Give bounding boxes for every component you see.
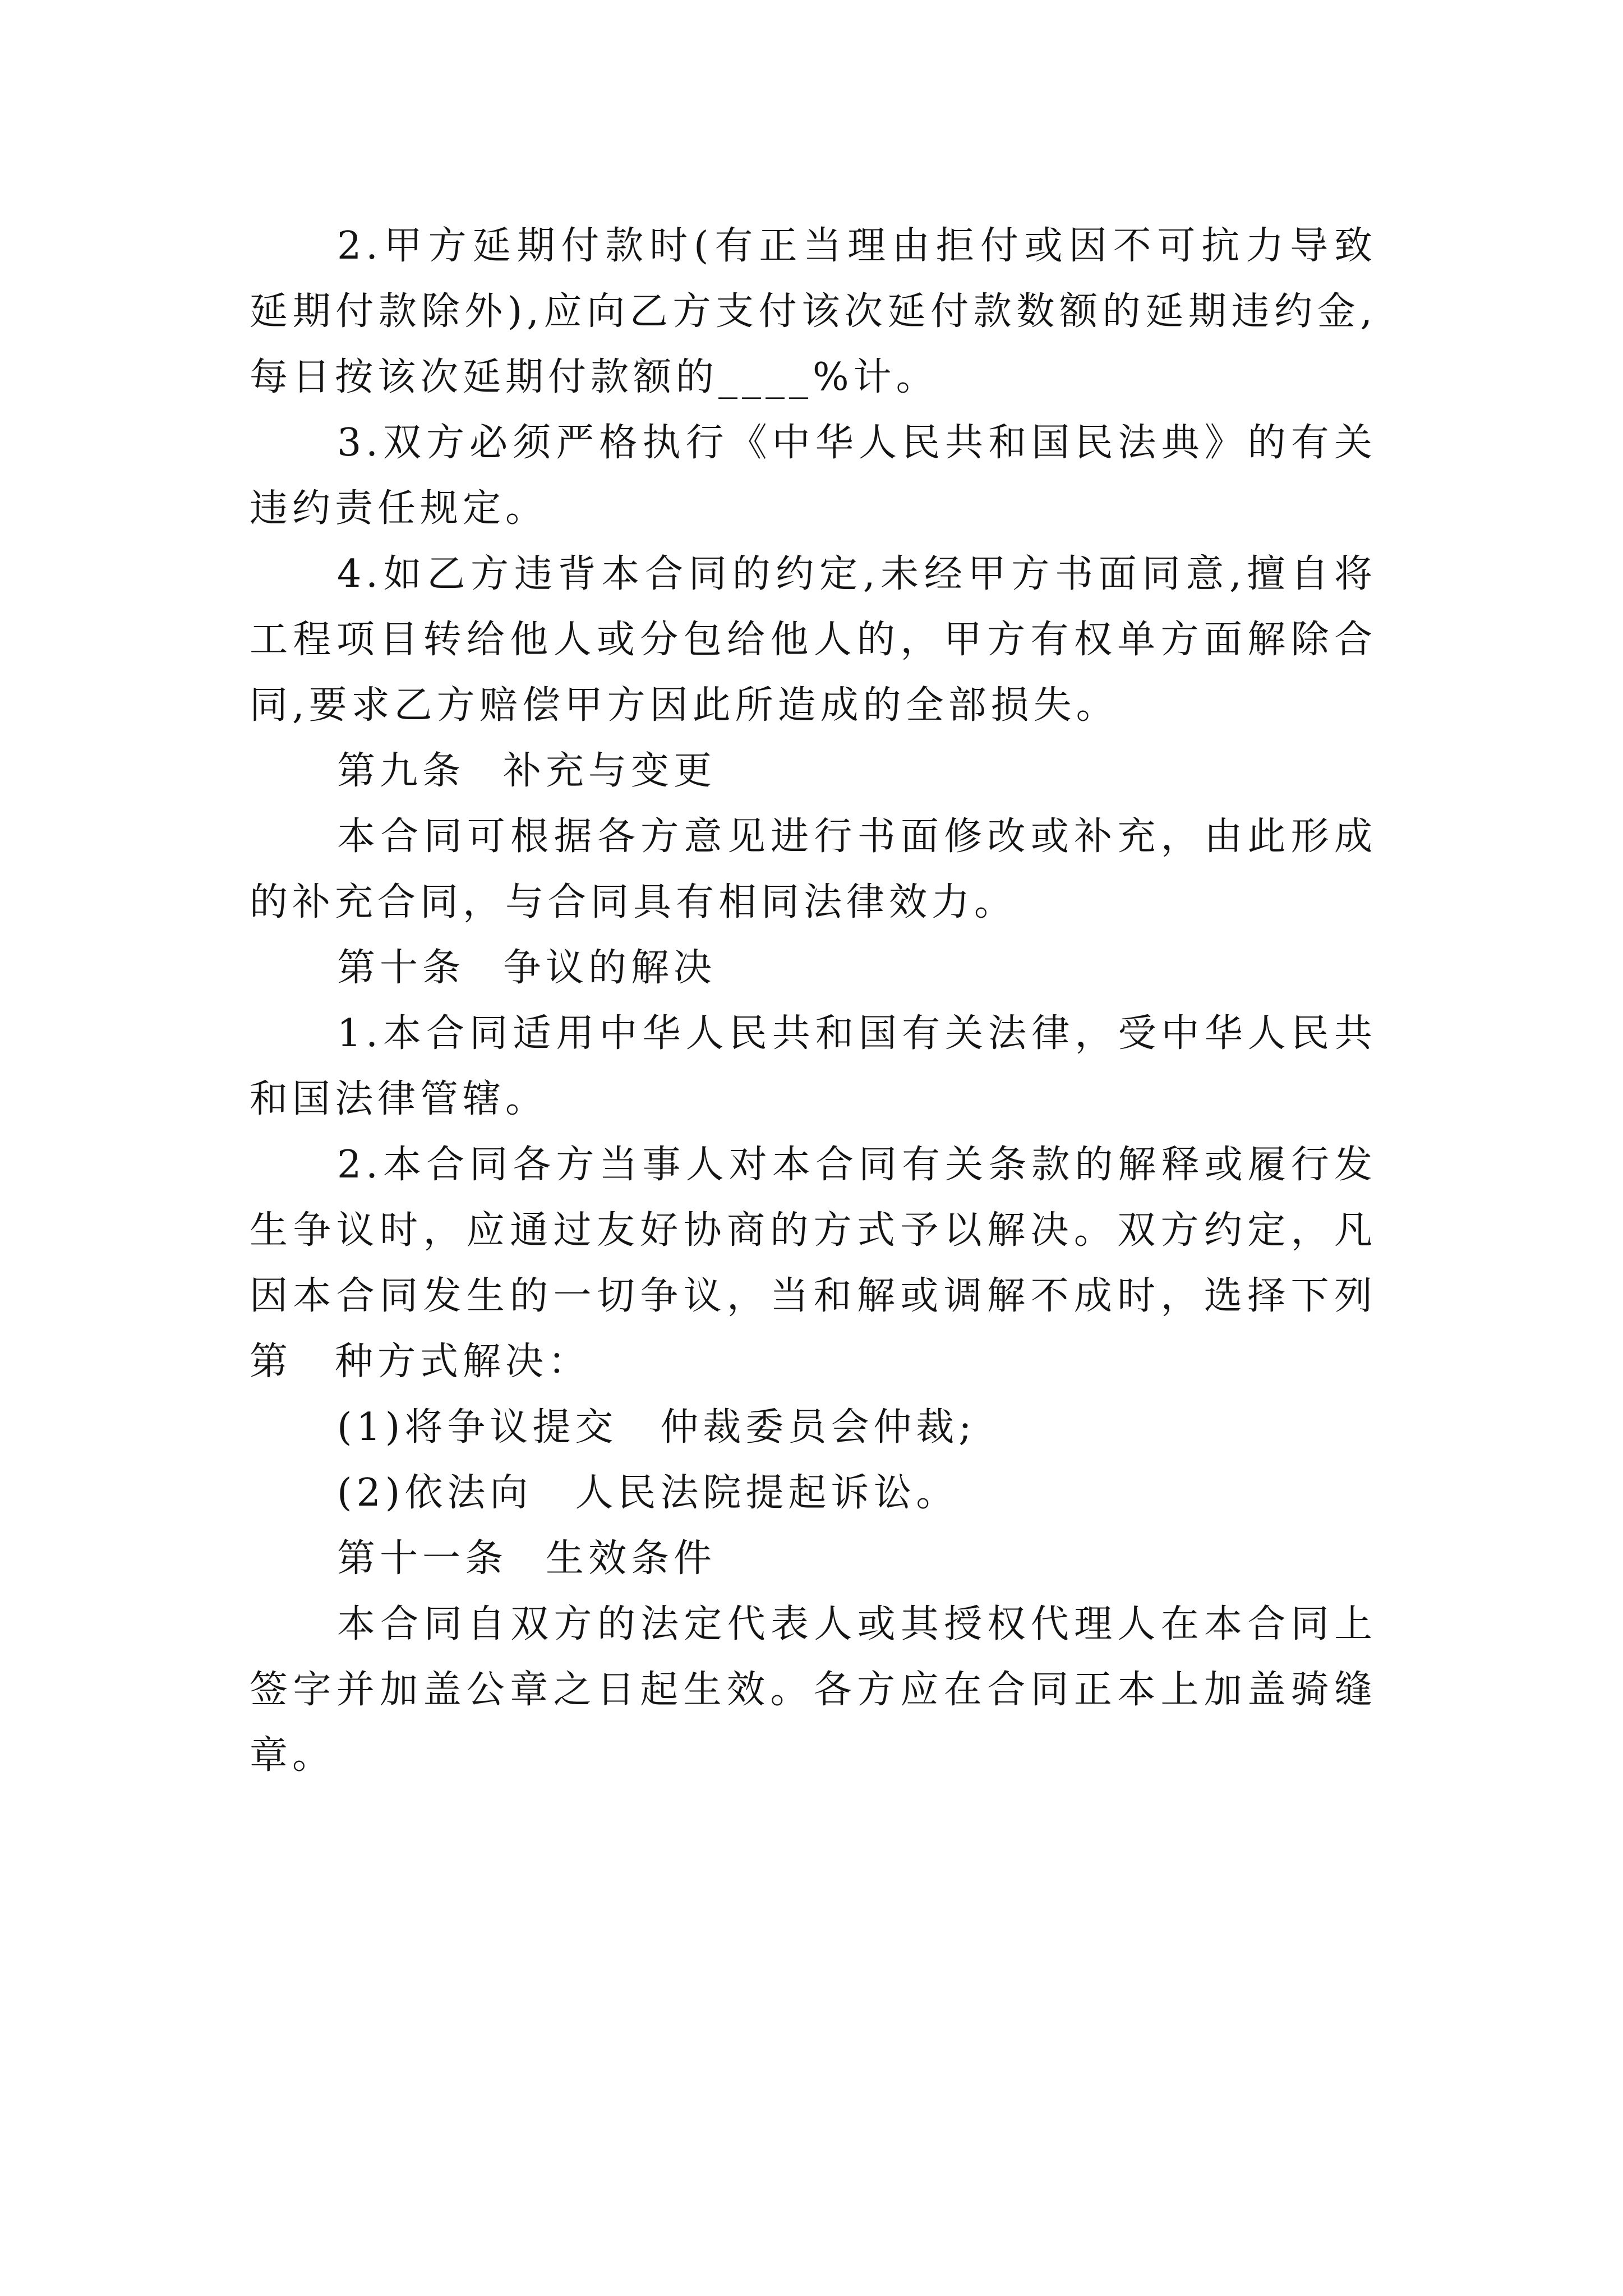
clause-8-item-4: 4.如乙方违背本合同的约定,未经甲方书面同意,擅自将工程项目转给他人或分包给他人的，甲方有权单方面解除合同,要求乙方赔偿甲方因此所造成的全部损失。 <box>250 552 1377 728</box>
clause-10-title: 争议的解决 <box>503 946 717 990</box>
contract-body <box>250 213 1377 1788</box>
clause-8-item-2: 2.甲方延期付款时(有正当理由拒付或因不可抗力导致延期付款除外),应向乙方支付该次延付款数额的延期违约金,每日按该次延期付款额的____%计。 <box>250 224 1377 399</box>
clause-10-option-1: (1)将争议提交 仲裁委员会仲裁; <box>337 1405 976 1450</box>
clause-9-title: 补充与变更 <box>503 749 717 793</box>
clause-8-item-3: 3.双方必须严格执行《中华人民共和国民法典》的有关违约责任规定。 <box>250 421 1377 531</box>
clause-10-option-2: (2)依法向 人民法院提起诉讼。 <box>337 1471 959 1515</box>
clause-9-body: 本合同可根据各方意见进行书面修改或补充，由此形成的补充合同，与合同具有相同法律效力。 <box>250 815 1377 924</box>
clause-10-number: 第十条 <box>337 946 465 990</box>
clause-10-item-1: 1.本合同适用中华人民共和国有关法律，受中华人民共和国法律管辖。 <box>250 1011 1377 1121</box>
clause-11-heading <box>250 1526 1377 1591</box>
clause-11-body: 本合同自双方的法定代表人或其授权代理人在本合同上签字并加盖公章之日起生效。各方应在合同正本上加盖骑缝章。 <box>250 1602 1377 1778</box>
clause-10-heading <box>250 935 1377 1001</box>
clause-11-title: 生效条件 <box>546 1536 717 1581</box>
clause-9-number: 第九条 <box>337 749 465 793</box>
clause-9-heading <box>250 738 1377 804</box>
clause-10-item-2: 2.本合同各方当事人对本合同有关条款的解释或履行发生争议时，应通过友好协商的方式予以解决。双方约定，凡因本合同发生的一切争议，当和解或调解不成时，选择下列第 种方式解决： <box>250 1143 1377 1384</box>
clause-11-number: 第十一条 <box>337 1536 508 1581</box>
